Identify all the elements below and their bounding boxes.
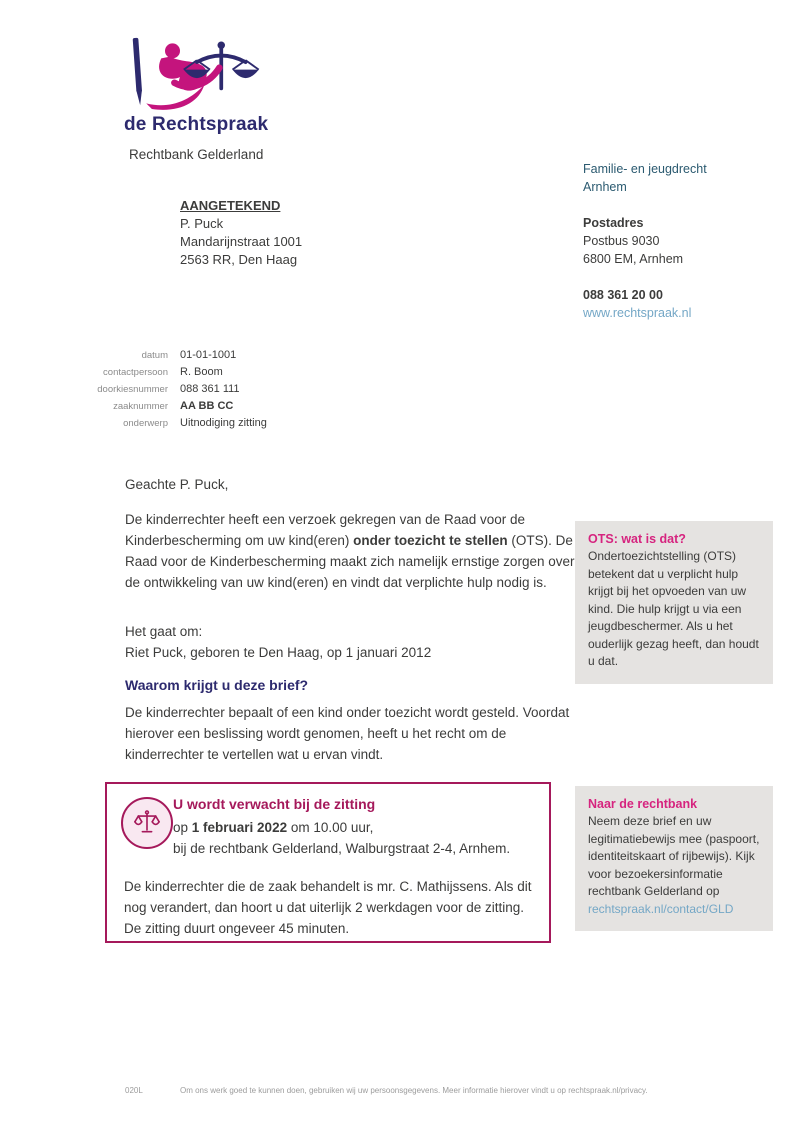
- scales-badge-icon: [121, 797, 173, 849]
- privacy-notice: Om ons werk goed te kunnen doen, gebruiken wij uw persoonsgegevens. Meer informatie hierover vindt u op rechtspraak.nl/privacy.: [180, 1086, 648, 1095]
- ots-panel-title: OTS: wat is dat?: [588, 532, 686, 546]
- about-block: [125, 621, 577, 663]
- contact-gld-link[interactable]: rechtspraak.nl/contact/GLD: [588, 901, 734, 916]
- meta-row-onderwerp: [95, 417, 267, 434]
- contact-column: [583, 160, 707, 322]
- delivery-method: AANGETEKEND: [180, 198, 281, 213]
- why-heading: Waarom krijgt u deze brief?: [125, 677, 309, 693]
- hearing-when-prefix: op: [173, 820, 192, 835]
- recipient-city: 2563 RR, Den Haag: [180, 252, 298, 267]
- hearing-datetime: [173, 817, 533, 838]
- child-details: Riet Puck, geboren te Den Haag, op 1 januari 2012: [125, 645, 432, 660]
- hearing-details: De kinderrechter die de zaak behandelt is mr. C. Mathijssens. Als dit nog verandert, dan hoort u dat uiterlijk 2 werkdagen voor de zitting. De zitting duurt ongeveer 45 minuten.: [124, 879, 532, 936]
- meta-label: zaaknummer: [113, 401, 168, 412]
- intro-text-after: (OTS). De Raad voor de Kinderbescherming maakt zich namelijk ernstige zorgen over de ontwikkeling van uw kind(eren) en vindt dat verplichte hulp nodig is.: [125, 533, 575, 590]
- visit-panel-body: Neem deze brief en uw legitimatiebewijs mee (paspoort, identiteitskaart of rijbewijs). Kijk voor bezoekersinformatie rechtbank Gelderland op: [588, 814, 760, 898]
- meta-value: AA BB CC: [180, 400, 234, 412]
- meta-row-zaaknummer: [95, 400, 267, 417]
- department-line2: Arnhem: [583, 180, 627, 194]
- website-link[interactable]: www.rechtspraak.nl: [583, 306, 692, 320]
- meta-value: 088 361 111: [180, 383, 240, 395]
- postadres-line1: Postbus 9030: [583, 234, 660, 248]
- hearing-time: om 10.00 uur,: [287, 820, 374, 835]
- meta-label: doorkiesnummer: [97, 384, 168, 395]
- postadres-label: Postadres: [583, 216, 644, 230]
- ots-info-panel: [575, 521, 773, 684]
- ots-panel-text: Ondertoezichtstelling (OTS) betekent dat u verplicht hulp krijgt bij het opvoeden van uw kind. Die hulp krijgt u via een jeugdbeschermer. Als u het ouderlijk gezag heeft, dan houdt u dat.: [588, 549, 759, 668]
- intro-text: De kinderrechter heeft een verzoek gekregen van de Raad voor de Kinderbescherming om uw kind(eren): [125, 512, 525, 548]
- meta-row-datum: [95, 349, 267, 366]
- meta-label: contactpersoon: [103, 367, 168, 378]
- department-line1: Familie- en jeugdrecht: [583, 162, 707, 176]
- why-paragraph: De kinderrechter bepaalt of een kind onder toezicht wordt gesteld. Voordat hierover een beslissing wordt genomen, heeft u het recht om de kinderrechter te vertellen wat u ervan vindt.: [125, 705, 570, 762]
- recipient-street: Mandarijnstraat 1001: [180, 234, 303, 249]
- meta-label: onderwerp: [123, 418, 168, 429]
- recipient-block: [180, 197, 302, 269]
- meta-row-contactpersoon: [95, 366, 267, 383]
- meta-label: datum: [141, 350, 168, 361]
- court-name: Rechtbank Gelderland: [129, 147, 264, 162]
- meta-value: 01-01-1001: [180, 349, 237, 361]
- brand-wordmark: de Rechtspraak: [124, 114, 269, 135]
- hearing-location: bij de rechtbank Gelderland, Walburgstraat 2-4, Arnhem.: [173, 841, 511, 856]
- visit-panel-text: [588, 813, 760, 918]
- hearing-date: 1 februari 2022: [191, 820, 288, 835]
- visit-panel-title: Naar de rechtbank: [588, 797, 698, 811]
- intro-bold-ots: onder toezicht te stellen: [353, 533, 508, 548]
- about-label: Het gaat om:: [125, 624, 203, 639]
- hearing-title: U wordt verwacht bij de zitting: [173, 796, 376, 812]
- meta-value: Uitnodiging zitting: [180, 417, 267, 429]
- recipient-name: P. Puck: [180, 216, 224, 231]
- letter-meta: [95, 349, 267, 434]
- hearing-header: [173, 796, 533, 859]
- hearing-notice-box: [105, 782, 551, 943]
- phone-number: 088 361 20 00: [583, 288, 663, 302]
- meta-value: R. Boom: [180, 366, 223, 378]
- visit-info-panel: [575, 786, 773, 931]
- paragraph-intro: [125, 509, 577, 593]
- meta-row-doorkiesnummer: [95, 383, 267, 400]
- salutation: Geachte P. Puck,: [125, 477, 229, 492]
- document-code: 020L: [125, 1086, 143, 1095]
- postadres-line2: 6800 EM, Arnhem: [583, 252, 684, 266]
